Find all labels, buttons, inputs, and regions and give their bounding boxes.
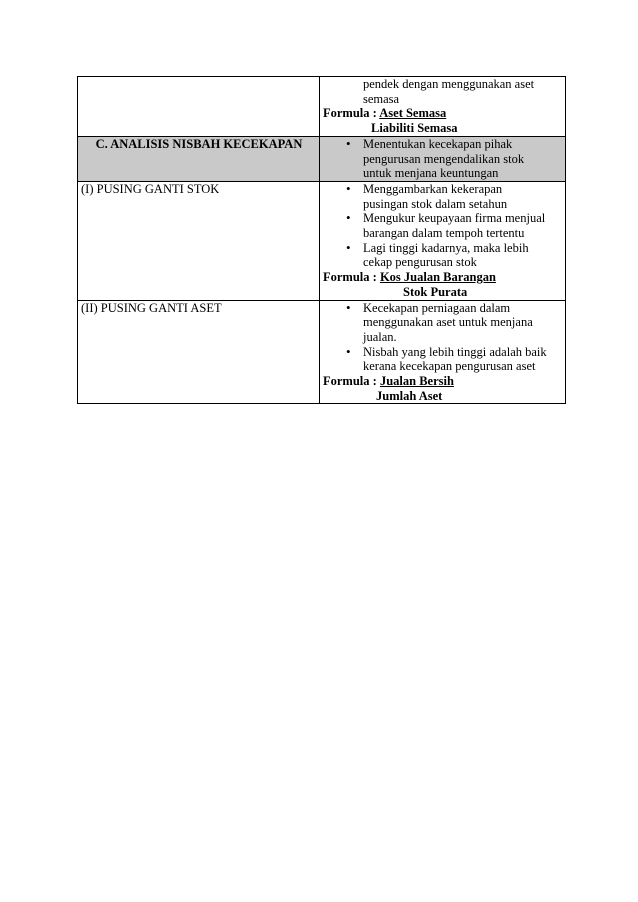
section-heading: C. ANALISIS NISBAH KECEKAPAN [78, 136, 320, 181]
ratio-analysis-table [77, 76, 566, 404]
bullet-line: menggunakan aset untuk menjana [363, 315, 533, 330]
formula [323, 106, 563, 121]
bullet-line: pusingan stok dalam setahun [363, 196, 508, 211]
bullet-item [323, 211, 563, 240]
table-row-pusing-ganti-stok [78, 181, 566, 300]
desc-line: pendek dengan menggunakan aset [363, 77, 535, 91]
row-description [320, 77, 566, 137]
bullet-line: • Mengukur keupayaan firma menjual [363, 211, 546, 226]
formula-label: Formula : [323, 106, 377, 121]
table-row-section-c [78, 136, 566, 181]
bullet-line: • Menentukan kecekapan pihak [363, 136, 513, 151]
formula-label: Formula : [323, 270, 377, 285]
bullet-line: • Menggambarkan kekerapan [363, 181, 503, 196]
bullet-item [323, 241, 563, 270]
bullet-item [323, 182, 563, 211]
bullet-line: untuk menjana keuntungan [363, 166, 499, 181]
formula-label: Formula : [323, 374, 377, 389]
bullet-item [323, 345, 563, 374]
formula-numerator: Aset Semasa [379, 106, 447, 121]
formula-denominator: Stok Purata [403, 284, 468, 299]
row-label: (II) PUSING GANTI ASET [78, 300, 320, 404]
table-row-pusing-ganti-aset [78, 300, 566, 404]
bullet-line: jualan. [363, 329, 397, 344]
formula [323, 270, 563, 285]
bullet-line: • Nisbah yang lebih tinggi adalah baik [363, 344, 547, 359]
formula-numerator: Kos Jualan Barangan [379, 270, 496, 285]
row-description [320, 300, 566, 404]
bullet-line: kerana kecekapan pengurusan aset [363, 359, 536, 374]
bullet-line: • Lagi tinggi kadarnya, maka lebih [363, 240, 529, 255]
bullet-item [323, 137, 563, 181]
bullet-list [323, 301, 563, 375]
row-label-empty [78, 77, 320, 137]
bullet-item [323, 301, 563, 345]
desc-line: semasa [363, 91, 400, 106]
row-description [320, 181, 566, 300]
formula-denominator: Liabiliti Semasa [371, 121, 458, 136]
row-label: (I) PUSING GANTI STOK [78, 181, 320, 300]
formula [323, 374, 563, 389]
bullet-line: barangan dalam tempoh tertentu [363, 226, 525, 241]
bullet-line: • Kecekapan perniagaan dalam [363, 300, 511, 315]
table-row-continuation [78, 77, 566, 137]
bullet-list [323, 182, 563, 270]
bullet-line: cekap pengurusan stok [363, 255, 477, 270]
bullet-list [323, 137, 563, 181]
bullet-line: pengurusan mengendalikan stok [363, 151, 525, 166]
row-description [320, 136, 566, 181]
formula-numerator: Jualan Bersih [379, 374, 454, 389]
formula-denominator: Jumlah Aset [376, 388, 443, 403]
